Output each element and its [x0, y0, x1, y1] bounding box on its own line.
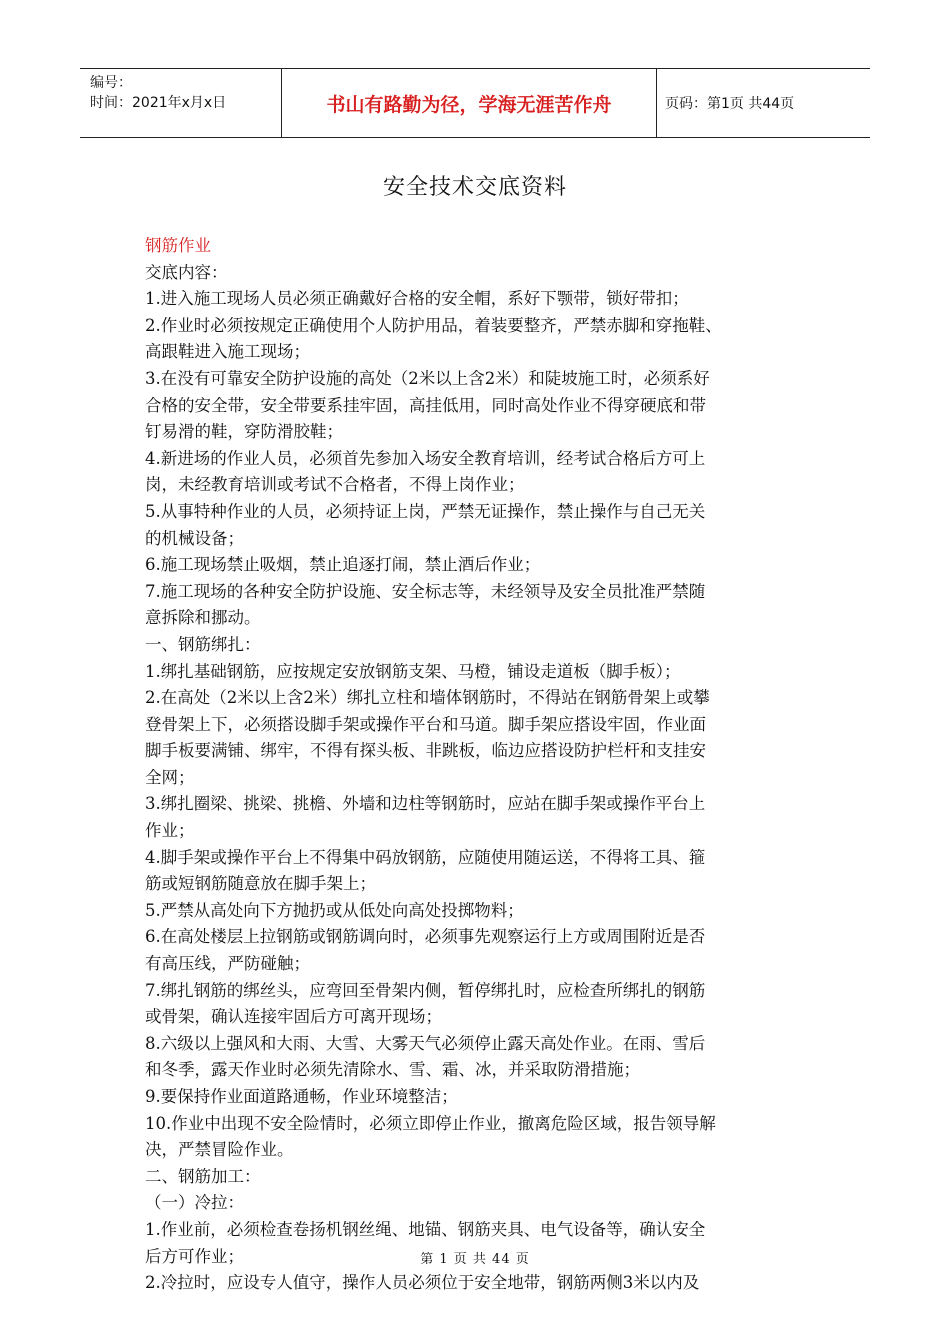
- body-line: 1.绑扎基础钢筋，应按规定安放钢筋支架、马橙，铺设走道板（脚手板）；: [145, 661, 681, 681]
- body-line: 后方可作业；: [145, 1246, 244, 1266]
- body-lines: [145, 260, 810, 1297]
- body-line: 9.要保持作业面道路通畅，作业环境整洁；: [145, 1087, 458, 1106]
- body-line: 二、钢筋加工：: [145, 1166, 261, 1186]
- header-meta: [80, 69, 282, 137]
- body-line: 5.严禁从高处向下方抛扔或从低处向高处投掷物料；: [145, 900, 524, 920]
- body-line: 筋或短钢筋随意放在脚手架上；: [145, 874, 376, 894]
- body-line: 5.从事特种作业的人员，必须持证上岗，严禁无证操作，禁止操作与自己无关: [145, 501, 706, 521]
- body-line: 7.施工现场的各种安全防护设施、安全标志等，未经领导及安全员批准严禁随: [145, 581, 706, 601]
- body-line: 1.进入施工现场人员必须正确戴好合格的安全帽，系好下颚带，锁好带扣；: [145, 289, 689, 309]
- body-line: 一、钢筋绑扎：: [145, 634, 261, 654]
- body-line: 7.绑扎钢筋的绑丝头，应弯回至骨架内侧，暂停绑扎时，应检查所绑扎的钢筋: [145, 980, 706, 1000]
- body-line: 3.绑扎圈梁、挑梁、挑檐、外墙和边柱等钢筋时，应站在脚手架或操作平台上: [145, 794, 706, 814]
- body-line: 和冬季，露天作业时必须先清除水、雪、霜、冰，并采取防滑措施；: [145, 1060, 640, 1080]
- body-line: （一）冷拉：: [145, 1193, 244, 1213]
- body-line: 交底内容：: [145, 262, 228, 282]
- page-footer: 第 1 页 共 44 页: [420, 1252, 530, 1267]
- body-line: 全网；: [145, 767, 195, 787]
- body-line: 4.脚手架或操作平台上不得集中码放钢筋，应随使用随运送，不得将工具、箍: [145, 847, 706, 867]
- body-line: 高跟鞋进入施工现场；: [145, 342, 310, 362]
- section-title: 钢筋作业: [145, 236, 211, 255]
- page-header: [80, 68, 870, 138]
- body-line: 钉易滑的鞋，穿防滑胶鞋；: [145, 422, 343, 442]
- body-line: 1.作业前，必须检查卷扬机钢丝绳、地锚、钢筋夹具、电气设备等，确认安全: [145, 1219, 706, 1239]
- body-line: 2.在高处（2米以上含2米）绑扎立柱和墙体钢筋时，不得站在钢筋骨架上或攀: [145, 688, 710, 708]
- body-line: 6.在高处楼层上拉钢筋或钢筋调向时，必须事先观察运行上方或周围附近是否: [145, 927, 706, 947]
- body-line: 决，严禁冒险作业。: [145, 1140, 294, 1160]
- document-number-label: 编号：: [90, 75, 132, 91]
- document-title: 安全技术交底资料: [382, 175, 567, 200]
- body-line: 10.作业中出现不安全险情时，必须立即停止作业，撤离危险区域，报告领导解: [145, 1113, 716, 1133]
- body-line: 4.新进场的作业人员，必须首先参加入场安全教育培训，经考试合格后方可上: [145, 448, 706, 468]
- body-line: 6.施工现场禁止吸烟，禁止追逐打闹，禁止酒后作业；: [145, 555, 541, 575]
- body-line: 岗，未经教育培训或考试不合格者，不得上岗作业；: [145, 475, 525, 495]
- body-line: 2.冷拉时，应设专人值守，操作人员必须位于安全地带，钢筋两侧3米以内及: [145, 1273, 700, 1293]
- body-line: 或骨架，确认连接牢固后方可离开现场；: [145, 1007, 442, 1027]
- body-line: 合格的安全带，安全带要系挂牢固，高挂低用，同时高处作业不得穿硬底和带: [145, 395, 706, 415]
- body-line: 意拆除和挪动。: [145, 608, 261, 628]
- document-time-label: 时间：2021年x月x日: [90, 95, 227, 111]
- header-page-info: 页码：第1页 共44页: [665, 96, 795, 112]
- body-line: 3.在没有可靠安全防护设施的高处（2米以上含2米）和陡坡施工时，必须系好: [145, 368, 710, 388]
- body-line: 8.六级以上强风和大雨、大雪、大雾天气必须停止露天高处作业。在雨、雪后: [145, 1033, 706, 1053]
- body-line: 登骨架上下，必须搭设脚手架或操作平台和马道。脚手架应搭设牢固，作业面: [145, 714, 706, 734]
- document-body: [145, 233, 810, 1297]
- header-motto: 书山有路勤为径，学海无涯苦作舟: [282, 69, 657, 137]
- body-line: 2.作业时必须按规定正确使用个人防护用品，着装要整齐，严禁赤脚和穿拖鞋、: [145, 315, 722, 335]
- body-line: 的机械设备；: [145, 528, 244, 548]
- body-line: 作业；: [145, 821, 195, 841]
- body-line: 有高压线，严防碰触；: [145, 954, 310, 974]
- body-line: 脚手板要满铺、绑牢，不得有探头板、非跳板，临边应搭设防护栏杆和支挂安: [145, 741, 706, 761]
